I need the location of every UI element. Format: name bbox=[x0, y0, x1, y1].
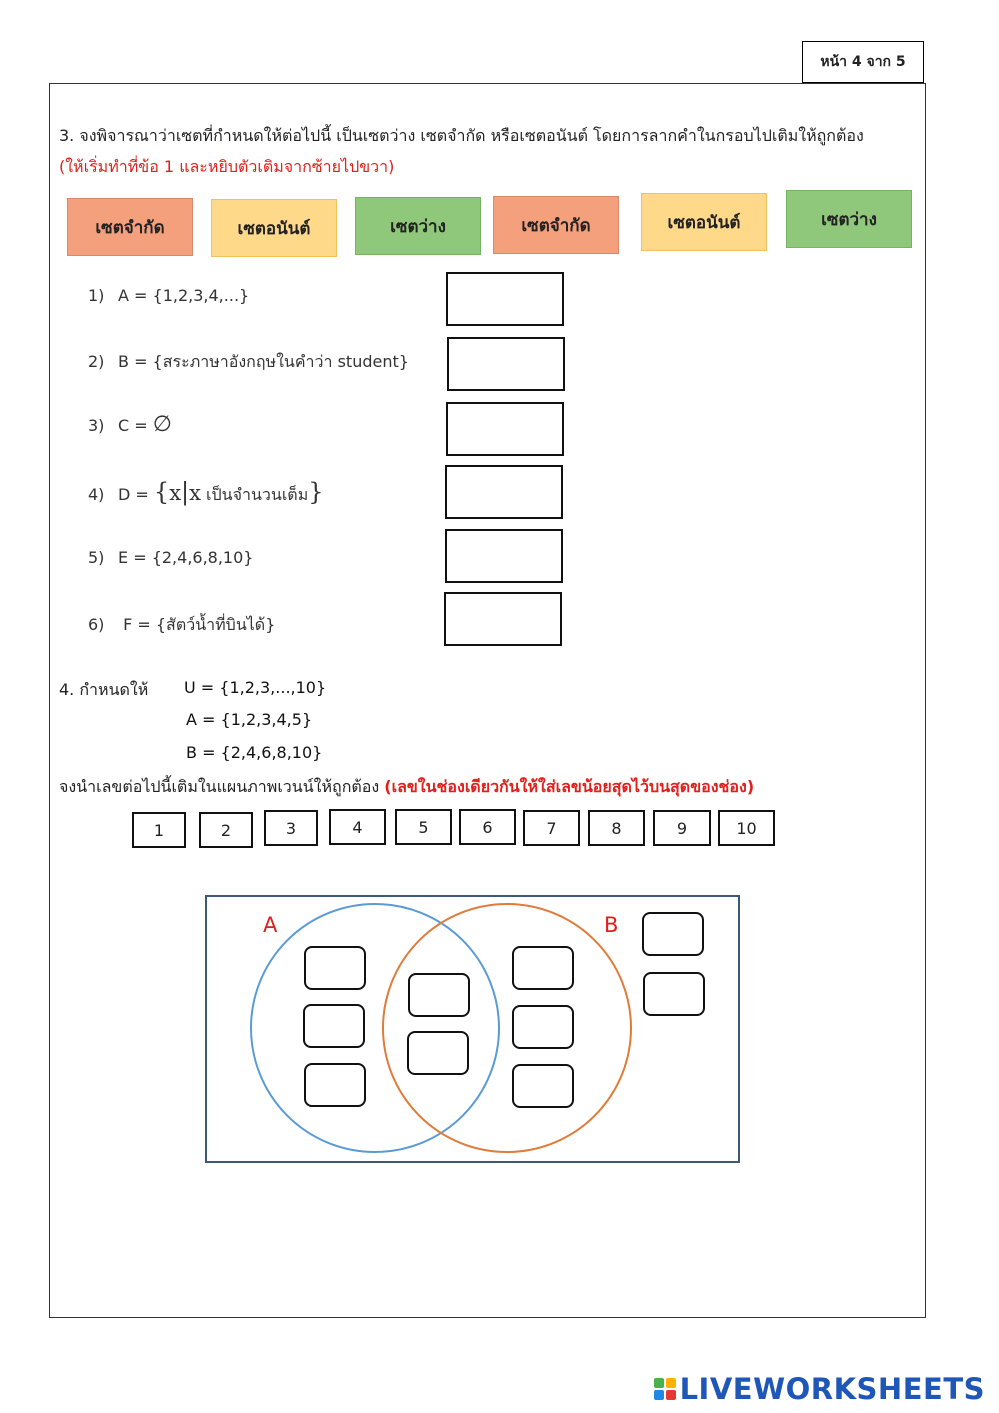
q3-prompt: 3. จงพิจารณาว่าเซตที่กำหนดให้ต่อไปนี้ เป็นเซตว่าง เซตจำกัด หรือเซตอนันต์ โดยการลากคำในกรอบไปเติมให้ถูกต้อง bbox=[59, 126, 864, 145]
q3-item-4 bbox=[88, 478, 324, 508]
logo-text: LIVEWORKSHEETS bbox=[679, 1372, 985, 1406]
q4-label: 4. กำหนดให้ bbox=[59, 680, 149, 699]
drop-zone-a-only-2[interactable] bbox=[303, 1004, 365, 1048]
number-tile-7[interactable]: 7 bbox=[523, 810, 580, 846]
q4-instruction bbox=[59, 775, 754, 800]
tile-finite-set-1[interactable]: เซตจำกัด bbox=[67, 198, 193, 256]
liveworksheets-logo bbox=[654, 1372, 985, 1406]
drop-zone-outside-1[interactable] bbox=[642, 912, 704, 956]
such-that-bar: | bbox=[181, 478, 190, 506]
number-tile-5[interactable]: 5 bbox=[395, 809, 452, 845]
item-number: 3) bbox=[88, 416, 105, 435]
number-tile-6[interactable]: 6 bbox=[459, 809, 516, 845]
tile-finite-set-2[interactable]: เซตจำกัด bbox=[493, 196, 619, 254]
drop-zone-intersection-2[interactable] bbox=[407, 1031, 469, 1075]
set-a-definition: A = {1,2,3,4,5} bbox=[186, 710, 313, 729]
q4-instruction-note: (เลขในช่องเดียวกันให้ใส่เลขน้อยสุดไว้บนสุดของช่อง) bbox=[384, 777, 755, 796]
logo-icon bbox=[654, 1378, 676, 1400]
page-number-badge: หน้า 4 จาก 5 bbox=[802, 41, 924, 83]
q3-item-2 bbox=[88, 350, 409, 375]
empty-set-symbol: ∅ bbox=[152, 412, 172, 437]
item-text: D = bbox=[118, 485, 154, 504]
tile-infinite-set-2[interactable]: เซตอนันต์ bbox=[641, 193, 767, 251]
item-text: F = {สัตว์น้ำที่บินได้} bbox=[118, 615, 276, 634]
number-tile-4[interactable]: 4 bbox=[329, 809, 386, 845]
q4-instruction-text: จงนำเลขต่อไปนี้เติมในแผนภาพเวนน์ให้ถูกต้อง bbox=[59, 777, 385, 796]
q3-instruction: (ให้เริ่มทำที่ข้อ 1 และหยิบตัวเติมจากซ้ายไปขวา) bbox=[59, 157, 395, 176]
number-tile-1[interactable]: 1 bbox=[132, 812, 186, 848]
drop-zone-b-only-3[interactable] bbox=[512, 1064, 574, 1108]
drop-zone-b-only-1[interactable] bbox=[512, 946, 574, 990]
number-tile-3[interactable]: 3 bbox=[264, 810, 318, 846]
tile-empty-set-2[interactable]: เซตว่าง bbox=[786, 190, 912, 248]
item-number: 2) bbox=[88, 352, 105, 371]
q3-item-3 bbox=[88, 412, 172, 437]
brace-open: { bbox=[153, 478, 170, 506]
tile-empty-set-1[interactable]: เซตว่าง bbox=[355, 197, 481, 255]
q3-item-5 bbox=[88, 548, 253, 567]
answer-box-3[interactable] bbox=[446, 402, 564, 456]
answer-box-5[interactable] bbox=[445, 529, 563, 583]
q3-item-6 bbox=[88, 613, 275, 638]
set-variable-2: x bbox=[189, 481, 201, 505]
drop-zone-b-only-2[interactable] bbox=[512, 1005, 574, 1049]
number-tile-10[interactable]: 10 bbox=[718, 810, 775, 846]
venn-label-b: B bbox=[604, 913, 619, 937]
answer-box-6[interactable] bbox=[444, 592, 562, 646]
item-number: 4) bbox=[88, 485, 105, 504]
drop-zone-a-only-1[interactable] bbox=[304, 946, 366, 990]
number-tile-2[interactable]: 2 bbox=[199, 812, 253, 848]
item-number: 5) bbox=[88, 548, 105, 567]
venn-label-a: A bbox=[263, 913, 278, 937]
drop-zone-intersection-1[interactable] bbox=[408, 973, 470, 1017]
item-text: C = bbox=[118, 416, 153, 435]
q3-item-1 bbox=[88, 286, 249, 305]
tile-infinite-set-1[interactable]: เซตอนันต์ bbox=[211, 199, 337, 257]
set-b-definition: B = {2,4,6,8,10} bbox=[186, 743, 323, 762]
universal-set: U = {1,2,3,...,10} bbox=[184, 678, 327, 697]
item-number: 6) bbox=[88, 615, 105, 634]
answer-box-4[interactable] bbox=[445, 465, 563, 519]
number-tile-9[interactable]: 9 bbox=[653, 810, 711, 846]
item-text: A = {1,2,3,4,...} bbox=[118, 286, 250, 305]
drop-zone-outside-2[interactable] bbox=[643, 972, 705, 1016]
answer-box-1[interactable] bbox=[446, 272, 564, 326]
answer-box-2[interactable] bbox=[447, 337, 565, 391]
drop-zone-a-only-3[interactable] bbox=[304, 1063, 366, 1107]
item-number: 1) bbox=[88, 286, 105, 305]
set-variable: x bbox=[169, 481, 182, 505]
set-description: เป็นจำนวนเต็ม bbox=[200, 485, 309, 504]
brace-close: } bbox=[308, 478, 324, 506]
number-tile-8[interactable]: 8 bbox=[588, 810, 645, 846]
item-text: B = {สระภาษาอังกฤษในคำว่า student} bbox=[118, 352, 409, 371]
item-text: E = {2,4,6,8,10} bbox=[118, 548, 254, 567]
